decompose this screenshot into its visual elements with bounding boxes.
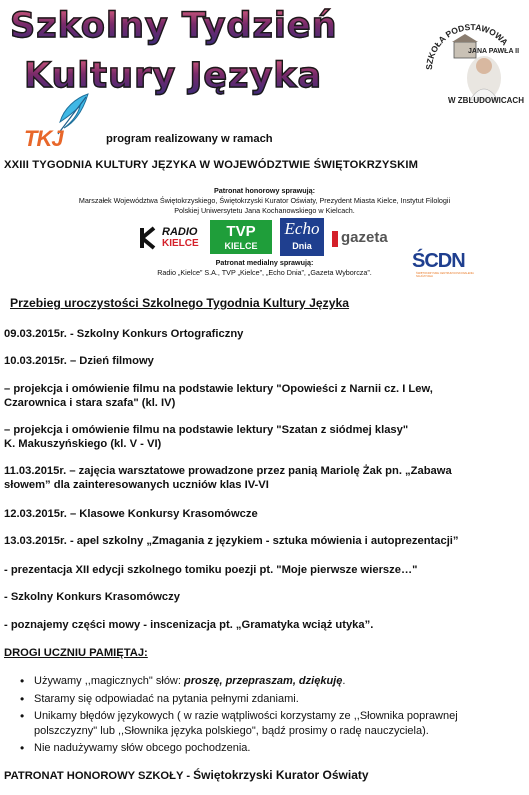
bullet1-end: . <box>342 675 346 687</box>
scdn-sub: ŚWIĘTOKRZYSKIE CENTRUM DOSKONALENIA NAUCZYCIELI <box>416 272 474 278</box>
honorary-text-1: Marszałek Województwa Świętokrzyskiego, Świętokrzyski Kurator Oświaty, Prezydent Miasta Kielce, Instytut Filologii <box>78 196 451 205</box>
footer-value: Świętokrzyski Kurator Oświaty <box>193 768 369 782</box>
tvp-top: TVP <box>226 223 256 240</box>
media-heading: Patronat medialny sprawują: <box>215 258 314 267</box>
footer-label: PATRONAT HONOROWY SZKOŁY - <box>4 770 194 782</box>
emblem-arc-text: SZKOŁA PODSTAWOWA <box>423 21 511 71</box>
program-item: 12.03.2015r. – Klasowe Konkursy Krasomówcze <box>4 508 258 520</box>
remember-heading: DROGI UCZNIU PAMIĘTAJ: <box>4 647 148 659</box>
title-line-2: Kultury Języka <box>24 56 323 96</box>
program-line: program realizowany w ramach <box>106 133 273 145</box>
bullet-icon: • <box>20 692 25 706</box>
scdn-logo <box>412 252 476 278</box>
program-item: - prezentacja XII edycji szkolnego tomiku poezji pt. "Moje pierwsze wiersze…" <box>4 564 418 576</box>
bullet1-text: Używamy ,,magicznych" słów: <box>34 675 184 687</box>
list-item <box>20 741 514 756</box>
radio-bottom: KIELCE <box>162 238 199 249</box>
footer-patronage <box>4 768 369 782</box>
media-text: Radio „Kielce” S.A., TVP „Kielce”, „Echo Dnia”, „Gazeta Wyborcza”. <box>157 268 372 277</box>
emblem-place: W ZBLUDOWICACH <box>448 96 524 105</box>
gazeta-mark <box>332 231 338 247</box>
bullet1-emphasis: proszę, przepraszam, dziękuję <box>184 675 343 687</box>
bullet-icon: • <box>20 674 25 688</box>
emblem-name: JANA PAWŁA II <box>468 48 520 55</box>
program-item: – projekcja i omówienie filmu na podstawie lektury "Szatan z siódmej klasy" <box>4 424 409 436</box>
tvp-kielce-logo <box>210 220 272 254</box>
program-heading: Przebieg uroczystości Szkolnego Tygodnia Kultury Języka <box>10 296 350 310</box>
list-item <box>20 692 514 707</box>
program-item: 09.03.2015r. - Szkolny Konkurs Ortograficzny <box>4 328 244 340</box>
program-item: – projekcja i omówienie filmu na podstawie lektury "Opowieści z Narnii cz. I Lew, <box>4 383 433 395</box>
list-item-continuation <box>34 724 514 739</box>
honorary-text-2: Polskiej Uniwersytetu Jana Kochanowskiego w Kielcach. <box>174 206 355 215</box>
bullet-icon: • <box>20 741 25 755</box>
gazeta-logo <box>332 229 390 249</box>
tkj-logo: TKJ <box>24 126 63 151</box>
bullet3-text-1: Unikamy błędów językowych ( w razie wątpliwości korzystamy ze ,,Słownika poprawnej <box>34 710 458 722</box>
echo-top: Echo <box>284 219 320 238</box>
honorary-heading: Patronat honorowy sprawują: <box>213 186 316 195</box>
echo-dnia-logo <box>280 218 324 256</box>
bullet-icon: • <box>20 709 25 723</box>
program-item: 13.03.2015r. - apel szkolny „Zmagania z językiem - sztuka mówienia i autoprezentacji” <box>4 535 459 547</box>
program-item: - poznajemy części mowy - inscenizacja pt. „Gramatyka wciąż utyka”. <box>4 619 374 631</box>
echo-bottom: Dnia <box>292 241 312 251</box>
radio-top: RADIO <box>162 226 198 238</box>
scdn-text: ŚCDN <box>412 250 465 272</box>
program-item: słowem” dla zainteresowanych uczniów klas IV-VI <box>4 479 269 491</box>
program-item: Czarownica i stara szafa" (kl. IV) <box>4 397 176 409</box>
list-item <box>20 674 514 689</box>
program-item: 10.03.2015r. – Dzień filmowy <box>4 355 154 367</box>
tvp-bottom: KIELCE <box>224 241 258 251</box>
school-emblem <box>418 8 524 114</box>
program-item: - Szkolny Konkurs Krasomówczy <box>4 591 180 603</box>
tkj-event-heading: XXIII TYGODNIA KULTURY JĘZYKA W WOJEWÓDZTWIE ŚWIĘTOKRZYSKIM <box>4 159 419 171</box>
program-item: K. Makuszyńskiego (kl. V - VI) <box>4 438 162 450</box>
bullet3-text-2: polszczyzny" lub ,,Słownika języka polskiego", bądź prosimy o radę nauczyciela). <box>34 725 429 737</box>
radio-kielce-icon <box>140 226 160 250</box>
gazeta-text: gazeta <box>341 229 388 246</box>
bullet4-text: Nie nadużywamy słów obcego pochodzenia. <box>34 742 251 754</box>
program-item: 11.03.2015r. – zajęcia warsztatowe prowadzone przez panią Mariolę Żak pn. „Zabawa <box>4 465 452 477</box>
title-line-1: Szkolny Tydzień <box>10 6 338 46</box>
list-item <box>20 709 514 724</box>
bullet2-text: Staramy się odpowiadać na pytania pełnymi zdaniami. <box>34 693 299 705</box>
radio-kielce-logo <box>140 224 202 252</box>
